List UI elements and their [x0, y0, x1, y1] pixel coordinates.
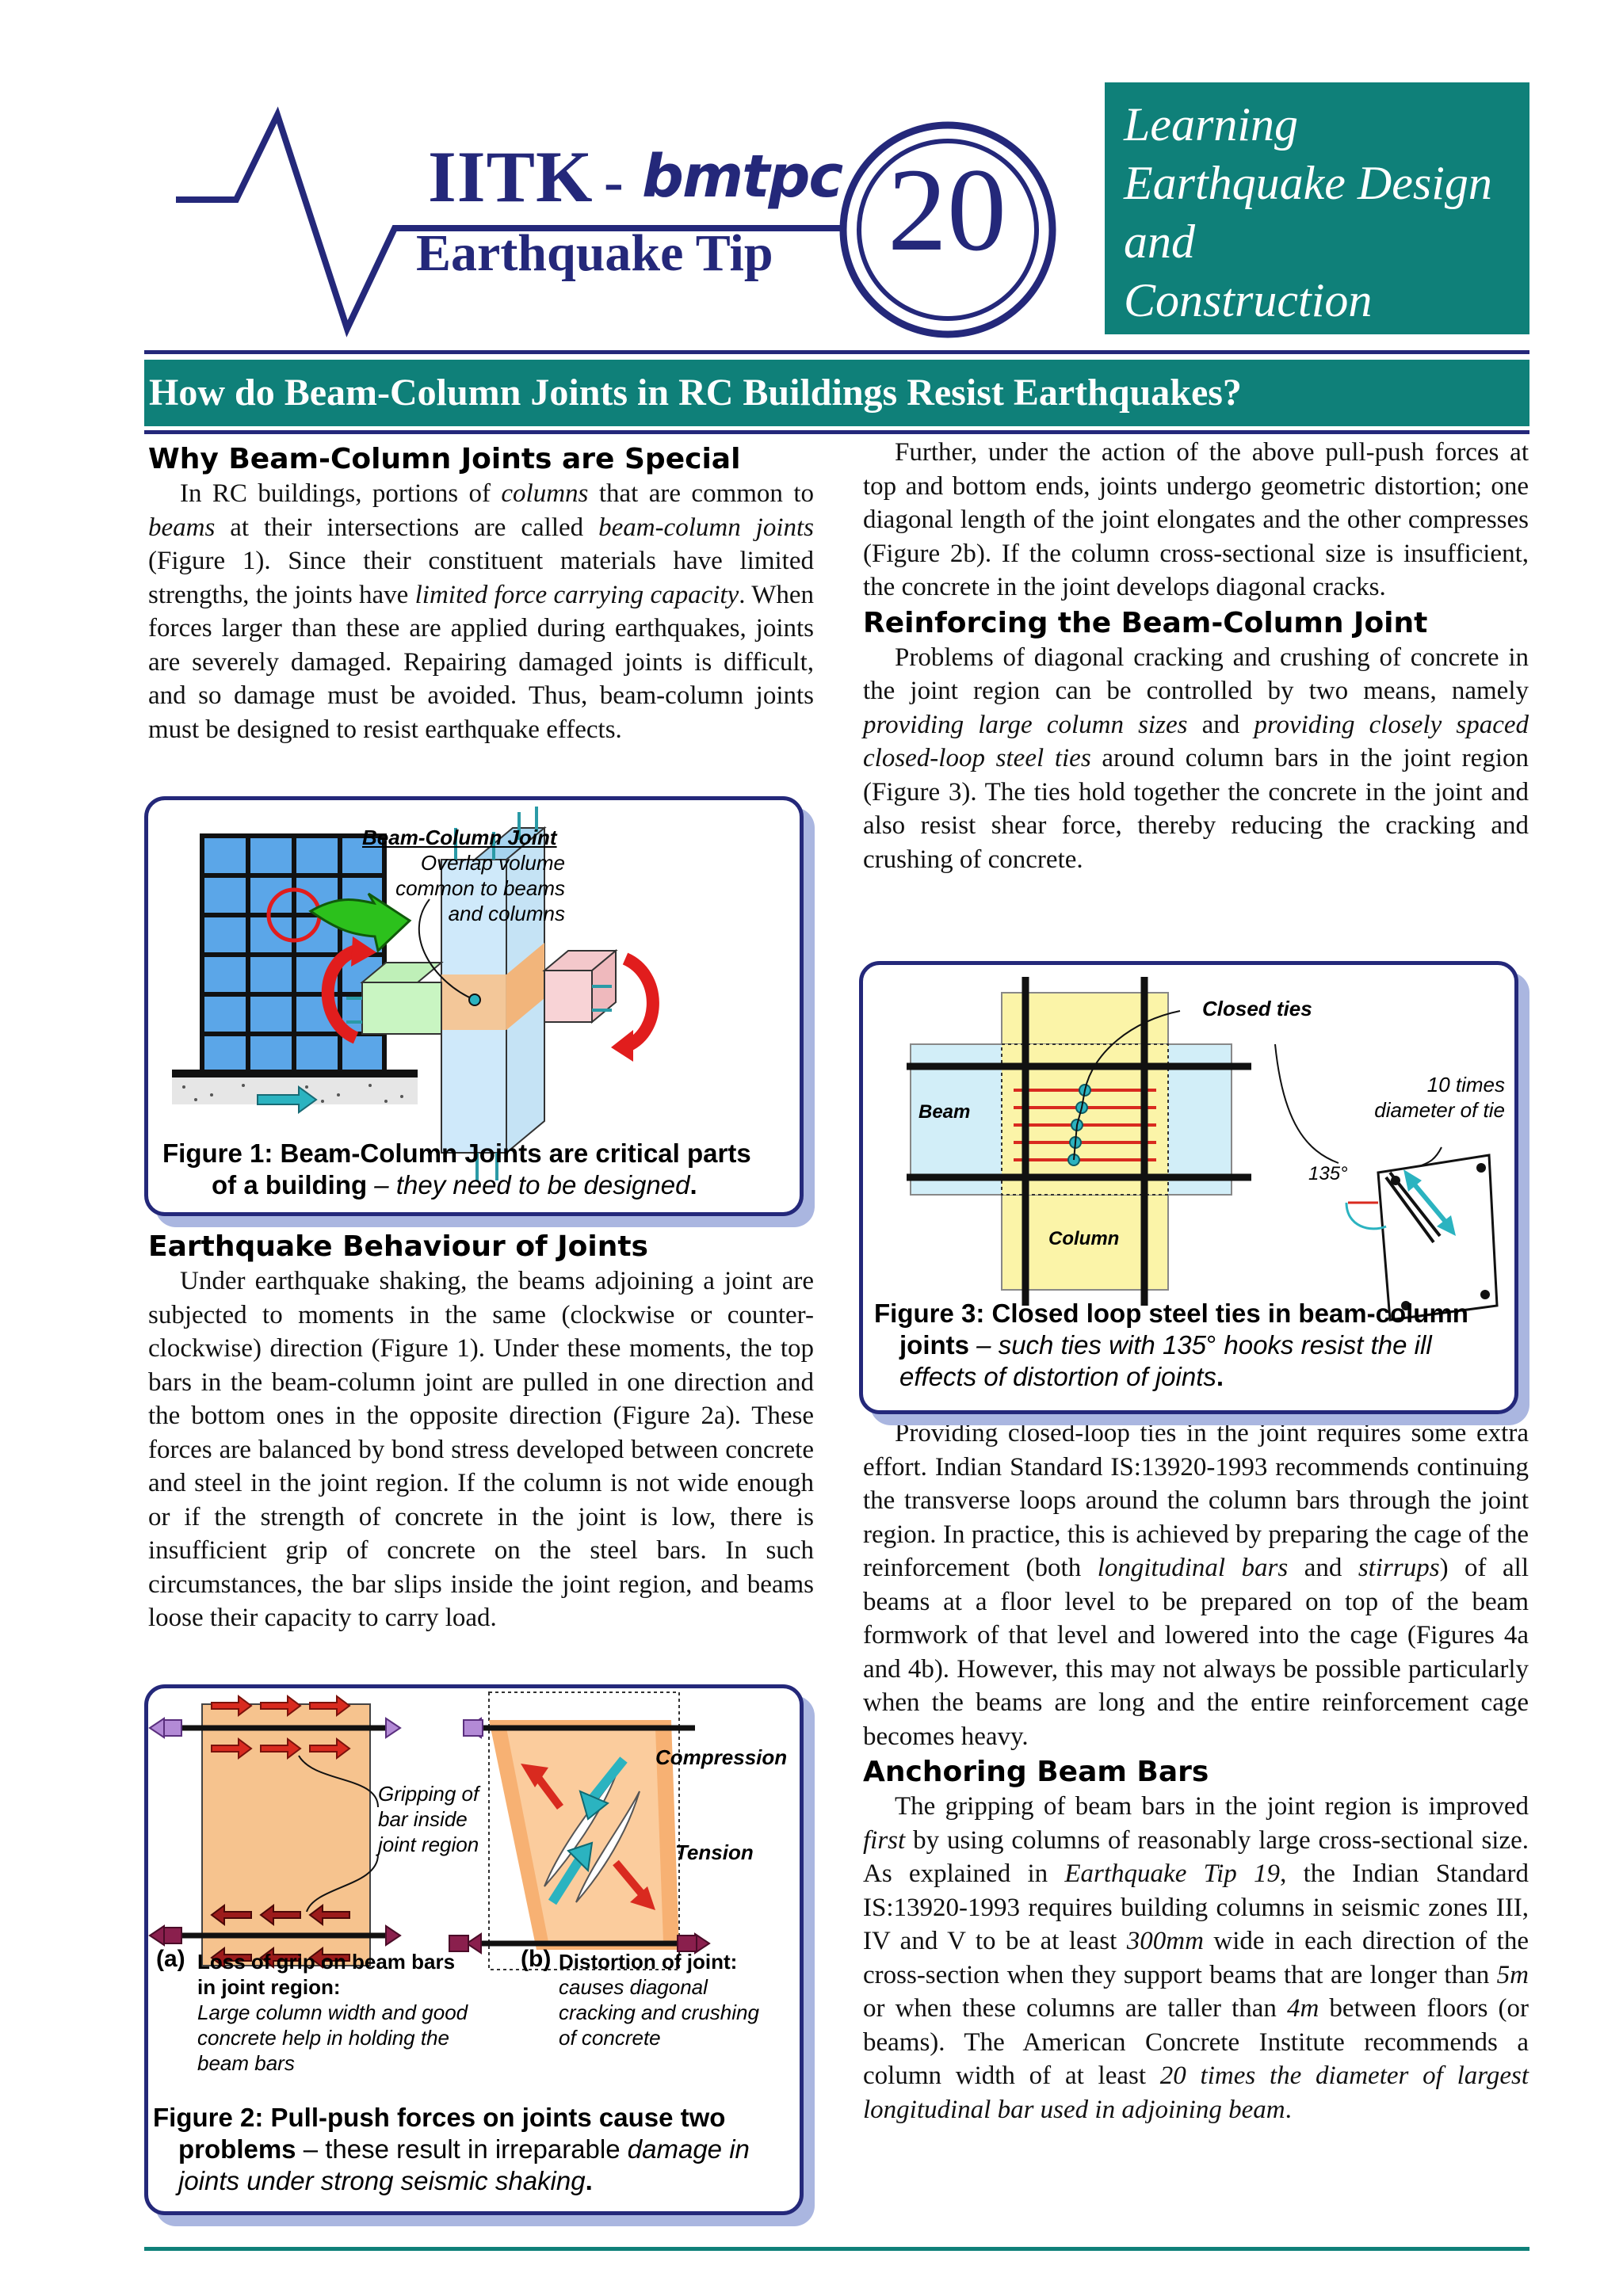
section-paragraph: Providing closed-loop ties in the joint requires some extra effort. Indian Standard IS:13920-1993 recommends continuing the transverse loops around the column bars through the joint region. In practice, this is achieved by preparing the cage of the reinforcement (both longitudinal bars and stirrups) of all beams at a floor level to be prepared on top of the beam formwork of that level and lowered into the cage (Figures 4a and 4b). However, this may not always be possible particularly when the beams are long and the entire reinforcement cage becomes heavy.	[863, 1419, 1529, 1751]
fig3-ten-times-label: 10 times	[1426, 1073, 1505, 1097]
section-paragraph: Under earthquake shaking, the beams adjoining a joint are subjected to moments in the same (clockwise or counter-clockwise) direction (Figure 1). Under these moments, the top bars in the beam-column joint are pulled in one direction and the bottom ones in the opposite direction (Figure 2a). These forces are balanced by bond stress developed between concrete and steel in the joint region. If the column is not wide enough or if the strength of concrete in the joint is low, there is insufficient grip of concrete on the steel bars. In such circumstances, the bar slips inside the joint region, and beams loose their capacity to carry load.	[148, 1267, 814, 1632]
fig2a-desc: beam bars	[197, 2051, 295, 2075]
fig3-column-label: Column	[1048, 1228, 1120, 1249]
tip-label: Earthquake Tip	[416, 224, 773, 282]
fig1-label-line: Overlap volume	[420, 851, 565, 875]
fig1-label-line: and columns	[448, 902, 565, 925]
fig1-label-line: common to beams	[395, 876, 565, 900]
section-distortion	[863, 436, 1529, 876]
fig2a-title: in joint region:	[197, 1975, 341, 1999]
fig2a-title: Loss of grip on beam bars	[197, 1950, 456, 1974]
figure-3-caption-line2: joints – such ties with 135° hooks resist the ill	[899, 1330, 1432, 1360]
figure-3	[859, 961, 1518, 1414]
fig2b-tag: (b)	[521, 1946, 552, 1972]
figure-1-caption-line1: Figure 1: Beam-Column Joints are critical parts	[162, 1138, 751, 1168]
fig3-ten-times-label: diameter of tie	[1374, 1098, 1505, 1122]
section-heading: Reinforcing the Beam-Column Joint	[863, 606, 1428, 639]
series-line: Construction	[1124, 274, 1373, 326]
section-heading: Anchoring Beam Bars	[863, 1756, 1209, 1788]
fig2-tension-label: Tension	[675, 1840, 754, 1864]
brand-dash: -	[604, 150, 624, 215]
section-paragraph: The gripping of beam bars in the joint region is improved first by using columns of reasonably large cross-sectional size. As explained in Earthquake Tip 19, the Indian Standard IS:13920-1993 requires building columns in seismic zones III, IV and V to be at least 300mm wide in each direction of the cross-section when they support beams that are longer than 5m or when these columns are taller than 4m between floors (or beams). The American Concrete Institute recommends a column width of at least 20 times the diameter of largest longitudinal bar used in adjoining beam.	[863, 1792, 1529, 2124]
figure-1-caption-line2: of a building – they need to be designed.	[212, 1170, 697, 1199]
figure-1	[144, 796, 804, 1216]
fig2b-title: Distortion of joint:	[559, 1950, 738, 1974]
figure-3-caption-line3: effects of distortion of joints.	[899, 1362, 1224, 1391]
section-heading: Why Beam-Column Joints are Special	[148, 443, 741, 475]
footer-rule	[144, 2247, 1529, 2251]
series-line: and	[1124, 215, 1195, 268]
fig3-beam-label: Beam	[918, 1101, 971, 1123]
title-rule-bottom	[144, 430, 1529, 434]
section-paragraph: In RC buildings, portions of columns that are common to beams at their intersections are called beam-column joints (Figure 1). Since their constituent materials have limited strengths, the joints have limited force carrying capacity. When forces larger than these are applied during earthquakes, joints are severely damaged. Repairing damaged joints is difficult, and so damage must be avoided. Thus, beam-column joints must be designed to resist earthquake effects.	[148, 479, 814, 744]
fig2-gripping-label: joint region	[378, 1833, 479, 1856]
fig2b-desc: cracking and crushing	[559, 2000, 759, 2024]
section-paragraph: Further, under the action of the above pull-push forces at top and bottom ends, joints undergo geometric distortion; one diagonal length of the joint elongates and the other compresses (Figure 2b). If the column cross-sectional size is insufficient, the concrete in the joint develops diagonal cracks.	[863, 438, 1529, 601]
figure-3-caption-line1: Figure 3: Closed loop steel ties in beam-column	[874, 1299, 1468, 1328]
brand-iitk: IITK	[428, 136, 594, 217]
page-title: How do Beam-Column Joints in RC Buildings Resist Earthquakes?	[144, 360, 1529, 426]
tip-number: 20	[888, 144, 1006, 276]
figure-2-caption-line3: joints under strong seismic shaking.	[178, 2166, 593, 2195]
section-special	[148, 442, 814, 746]
figure-2-caption-line1: Figure 2: Pull-push forces on joints cause two	[153, 2103, 726, 2132]
series-line: Learning	[1124, 98, 1299, 151]
figure-2	[144, 1684, 804, 2215]
figure-2-caption-line2: problems – these result in irreparable damage in	[178, 2134, 750, 2164]
title-rule-top	[144, 350, 1529, 354]
brand-bmtpc-logo: bmtpc	[642, 143, 842, 211]
fig2a-desc: concrete help in holding the	[197, 2026, 450, 2050]
fig2-gripping-label: Gripping of	[378, 1782, 479, 1806]
section-ties-practice	[863, 1417, 1529, 2126]
series-title-box	[1105, 82, 1529, 334]
fig2b-desc: causes diagonal	[559, 1975, 708, 1999]
fig2a-tag: (a)	[156, 1946, 185, 1972]
section-paragraph: Problems of diagonal cracking and crushing of concrete in the joint region can be controlled by two means, namely providing large column sizes and providing closely spaced closed-loop steel ties around column bars in the joint region (Figure 3). The ties hold together the concrete in the joint and also resist shear force, thereby reducing the cracking and crushing of concrete.	[863, 643, 1529, 874]
fig2a-desc: Large column width and good	[197, 2000, 468, 2024]
fig2-gripping-label: bar inside	[378, 1807, 468, 1831]
fig1-label-title: Beam-Column Joint	[362, 826, 557, 849]
fig2b-desc: of concrete	[559, 2026, 661, 2050]
fig2-compression-label: Compression	[655, 1745, 788, 1769]
series-line: Earthquake Design	[1124, 157, 1492, 209]
fig3-angle-label: 135°	[1308, 1163, 1348, 1184]
fig3-closed-ties-label: Closed ties	[1202, 997, 1312, 1020]
section-heading: Earthquake Behaviour of Joints	[148, 1230, 648, 1263]
section-behaviour	[148, 1230, 814, 1635]
